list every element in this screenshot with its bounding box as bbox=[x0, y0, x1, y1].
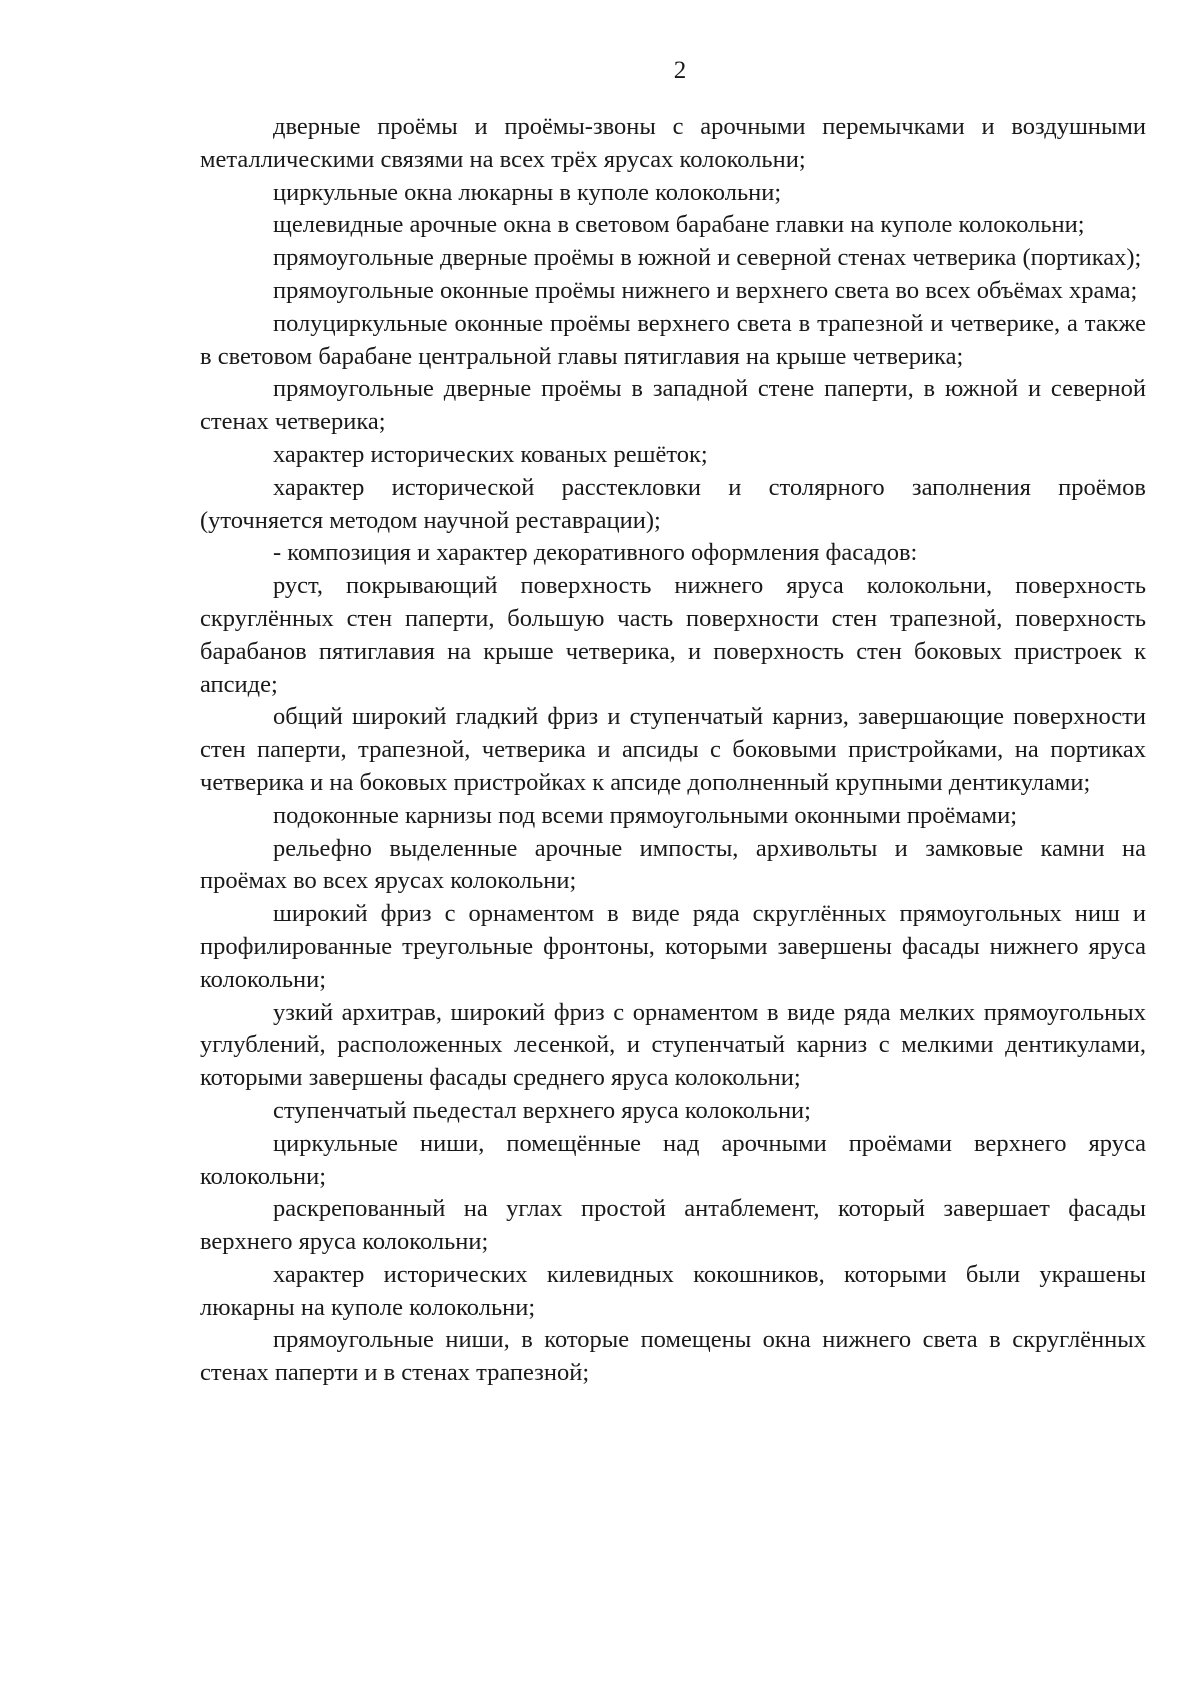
paragraph: широкий фриз с орнаментом в виде ряда скруглённых прямоугольных ниш и профилированные треугольные фронтоны, которыми завершены фасады нижнего яруса колокольни; bbox=[200, 900, 1146, 993]
paragraph: характер исторических кованых решёток; bbox=[273, 440, 708, 468]
paragraph: - композиция и характер декоративного оформления фасадов: bbox=[273, 539, 918, 567]
paragraph: прямоугольные оконные проёмы нижнего и верхнего света во всех объёмах храма; bbox=[273, 276, 1138, 304]
paragraph: рельефно выделенные арочные импосты, архивольты и замковые камни на проёмах во всех ярусах колокольни; bbox=[200, 834, 1146, 895]
paragraph: дверные проёмы и проёмы-звоны с арочными перемычками и воздушными металлическими связями на всех трёх ярусах колокольни; bbox=[200, 113, 1146, 173]
paragraph: полуциркульные оконные проёмы верхнего света в трапезной и четверике, а также в световом барабане центральной главы пятиглавия на крыше четверика; bbox=[200, 309, 1146, 370]
paragraph: характер исторических килевидных кокошников, которыми были украшены люкарны на куполе колокольни; bbox=[200, 1260, 1146, 1321]
paragraph: раскрепованный на углах простой антаблемент, который завершает фасады верхнего яруса колокольни; bbox=[200, 1195, 1146, 1256]
paragraph: циркульные ниши, помещённые над арочными проёмами верхнего яруса колокольни; bbox=[200, 1129, 1146, 1190]
paragraph: ступенчатый пьедестал верхнего яруса колокольни; bbox=[273, 1096, 811, 1124]
page-number: 2 bbox=[673, 57, 687, 84]
paragraph: прямоугольные ниши, в которые помещены окна нижнего света в скруглённых стенах паперти и в стенах трапезной; bbox=[200, 1326, 1146, 1387]
paragraph: общий широкий гладкий фриз и ступенчатый карниз, завершающие поверхности стен паперти, трапезной, четверика и апсиды с боковыми пристройками, на портиках четверика и на боковых пристройках к апсиде дополненный крупными дентикулами; bbox=[200, 703, 1146, 796]
document-body bbox=[200, 111, 1146, 1390]
paragraph: подоконные карнизы под всеми прямоугольными оконными проёмами; bbox=[273, 801, 1018, 829]
paragraph: щелевидные арочные окна в световом барабане главки на куполе колокольни; bbox=[273, 211, 1085, 239]
paragraph: прямоугольные дверные проёмы в южной и северной стенах четверика (портиках); bbox=[273, 244, 1142, 272]
paragraph: характер исторической расстекловки и столярного заполнения проёмов (уточняется методом научной реставрации); bbox=[200, 473, 1146, 534]
paragraph: узкий архитрав, широкий фриз с орнаментом в виде ряда мелких прямоугольных углублений, расположенных лесенкой, и ступенчатый карниз с мелкими дентикулами, которыми завершены фасады среднего яруса колокольни; bbox=[200, 998, 1146, 1092]
paragraph: циркульные окна люкарны в куполе колокольни; bbox=[273, 178, 782, 206]
paragraph: руст, покрывающий поверхность нижнего яруса колокольни, поверхность скруглённых стен паперти, большую часть поверхности стен трапезной, поверхность барабанов пятиглавия на крыше четверика, и поверхность стен боковых пристроек к апсиде; bbox=[200, 572, 1146, 698]
paragraph: прямоугольные дверные проёмы в западной стене паперти, в южной и северной стенах четверика; bbox=[200, 375, 1146, 436]
